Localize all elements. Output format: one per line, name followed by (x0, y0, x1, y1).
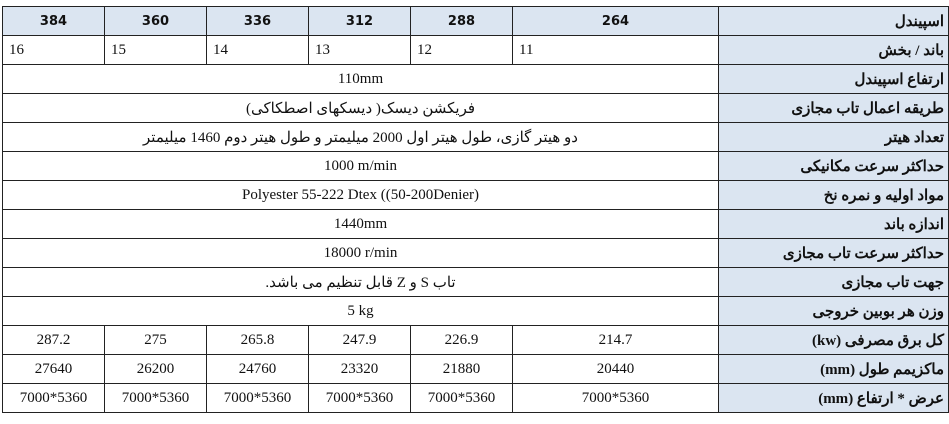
heater-count-row (3, 123, 949, 152)
max-length-cell: 20440 (513, 355, 719, 384)
width-height-cell: 5360*7000 (207, 384, 309, 413)
spindle-count-cell: 288 (411, 7, 513, 36)
power-cell: 265.8 (207, 326, 309, 355)
band-section-cell: 11 (513, 36, 719, 65)
band-section-cell: 15 (105, 36, 207, 65)
width-height-label: عرض * ارتفاع (mm) (719, 384, 949, 413)
power-cell: 247.9 (309, 326, 411, 355)
width-height-cell: 5360*7000 (105, 384, 207, 413)
spindle-height-value: 110mm (3, 65, 719, 94)
max-mechanical-speed-value: 1000 m/min (3, 152, 719, 181)
band-section-cell: 12 (411, 36, 513, 65)
bobbin-weight-label: وزن هر بوبین خروجی (719, 297, 949, 326)
width-height-cell: 5360*7000 (513, 384, 719, 413)
band-section-cell: 16 (3, 36, 105, 65)
band-size-value: 1440mm (3, 210, 719, 239)
spindle-count-cell: 264 (513, 7, 719, 36)
band-section-row (3, 36, 949, 65)
spindle-count-cell: 312 (309, 7, 411, 36)
max-length-cell: 21880 (411, 355, 513, 384)
power-cell: 214.7 (513, 326, 719, 355)
band-section-cell: 13 (309, 36, 411, 65)
twist-method-label: طریقه اعمال تاب مجازی (719, 94, 949, 123)
width-height-cell: 5360*7000 (411, 384, 513, 413)
twist-direction-label: جهت تاب مجازی (719, 268, 949, 297)
band-size-row (3, 210, 949, 239)
spindle-count-cell: 384 (3, 7, 105, 36)
max-twist-speed-value: 18000 r/min (3, 239, 719, 268)
power-cell: 275 (105, 326, 207, 355)
width-height-row (3, 384, 949, 413)
heater-count-label: تعداد هیتر (719, 123, 949, 152)
bobbin-weight-value: 5 kg (3, 297, 719, 326)
twist-direction-row (3, 268, 949, 297)
max-length-cell: 24760 (207, 355, 309, 384)
spindle-count-cell: 360 (105, 7, 207, 36)
spec-table-container (2, 6, 944, 413)
header-row (3, 7, 949, 36)
band-section-cell: 14 (207, 36, 309, 65)
twist-method-row (3, 94, 949, 123)
max-mechanical-speed-row (3, 152, 949, 181)
max-length-cell: 23320 (309, 355, 411, 384)
twist-method-value: فریکشن دیسک( دیسکهای اصطکاکی) (3, 94, 719, 123)
width-height-cell: 5360*7000 (3, 384, 105, 413)
max-length-cell: 26200 (105, 355, 207, 384)
spindle-header-label: اسپیندل (719, 7, 949, 36)
max-twist-speed-label: حداکثر سرعت تاب مجازی (719, 239, 949, 268)
twist-direction-value: تاب S و Z قابل تنظیم می باشد. (3, 268, 719, 297)
spindle-count-cell: 336 (207, 7, 309, 36)
power-label: کل برق مصرفی (kw) (719, 326, 949, 355)
max-length-label: ماکزیمم طول (mm) (719, 355, 949, 384)
raw-material-label: مواد اولیه و نمره نخ (719, 181, 949, 210)
max-twist-speed-row (3, 239, 949, 268)
raw-material-row (3, 181, 949, 210)
bobbin-weight-row (3, 297, 949, 326)
spindle-height-row (3, 65, 949, 94)
specification-table (2, 6, 949, 413)
spindle-height-label: ارتفاع اسپیندل (719, 65, 949, 94)
width-height-cell: 5360*7000 (309, 384, 411, 413)
band-size-label: اندازه باند (719, 210, 949, 239)
heater-count-value: دو هیتر گازی، طول هیتر اول 2000 میلیمتر و طول هیتر دوم 1460 میلیمتر (3, 123, 719, 152)
max-length-cell: 27640 (3, 355, 105, 384)
power-row (3, 326, 949, 355)
band-section-label: باند / بخش (719, 36, 949, 65)
raw-material-value: Polyester 55-222 Dtex ((50-200Denier) (3, 181, 719, 210)
max-mechanical-speed-label: حداکثر سرعت مکانیکی (719, 152, 949, 181)
max-length-row (3, 355, 949, 384)
power-cell: 226.9 (411, 326, 513, 355)
power-cell: 287.2 (3, 326, 105, 355)
